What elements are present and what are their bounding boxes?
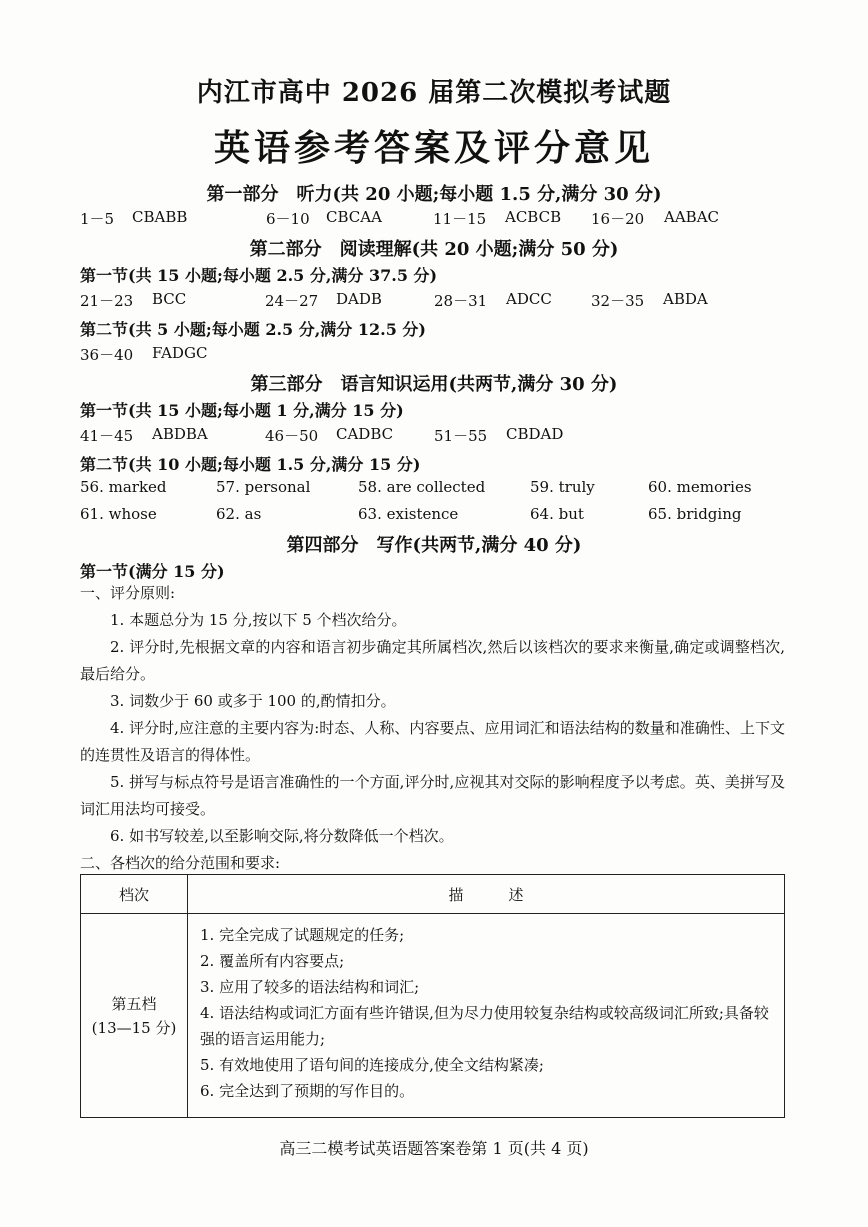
answer-range: 46－50 (265, 427, 319, 445)
fill-answer: 61. whose (80, 505, 157, 523)
grade-level-range: (13—15 分) (91, 1018, 177, 1037)
part1-answer-row (80, 208, 780, 230)
answer-range: 32－35 (591, 292, 645, 310)
answer-key: ACBCB (505, 208, 562, 226)
grades-heading: 二、各档次的给分范围和要求: (80, 854, 281, 872)
grade-level-name: 第五档 (111, 994, 157, 1013)
part3-section2-answer-row (80, 478, 780, 500)
fill-answer: 56. marked (80, 478, 167, 496)
principle-item: 3. 词数少于 60 或多于 100 的,酌情扣分。 (110, 692, 396, 710)
answer-range: 41－45 (80, 427, 134, 445)
level-column-header: 档次 (81, 875, 188, 914)
answer-key: CBDAD (506, 425, 564, 443)
fill-answer: 59. truly (530, 478, 595, 496)
answer-key: CADBC (336, 425, 394, 443)
grade-description-cell (188, 914, 785, 1118)
grade-level-cell (81, 914, 188, 1118)
part3-heading: 第三部分 语言知识运用(共两节,满分 30 分) (250, 374, 618, 395)
part2-section2-answer-row (80, 344, 780, 366)
principles-heading: 一、评分原则: (80, 584, 176, 602)
answer-key: DADB (336, 290, 382, 308)
part4-section1-heading: 第一节(满分 15 分) (80, 562, 225, 581)
part3-section2-answer-row (80, 505, 780, 527)
part1-heading: 第一部分 听力(共 20 小题;每小题 1.5 分,满分 30 分) (206, 184, 662, 205)
description-item: 2. 覆盖所有内容要点; (200, 952, 345, 970)
answer-range: 36－40 (80, 346, 134, 364)
answer-range: 1－5 (80, 210, 115, 228)
part3-section2-heading: 第二节(共 10 小题;每小题 1.5 分,满分 15 分) (80, 455, 421, 474)
part2-section1-answer-row (80, 290, 780, 312)
fill-answer: 60. memories (648, 478, 752, 496)
answer-range: 21－23 (80, 292, 134, 310)
part3-section1-answer-row (80, 425, 780, 447)
answer-key: ABDA (663, 290, 708, 308)
answer-key: AABAC (664, 208, 719, 226)
answer-key: CBCAA (326, 208, 382, 226)
principles-block (80, 580, 785, 877)
part2-section1-heading: 第一节(共 15 小题;每小题 2.5 分,满分 37.5 分) (80, 266, 438, 285)
answer-range: 28－31 (434, 292, 488, 310)
fill-answer: 63. existence (358, 505, 459, 523)
answer-range: 6－10 (266, 210, 310, 228)
answer-key: BCC (152, 290, 187, 308)
description-item: 3. 应用了较多的语法结构和词汇; (200, 978, 420, 996)
fill-answer: 58. are collected (358, 478, 486, 496)
fill-answer: 62. as (216, 505, 262, 523)
answer-key: ADCC (506, 290, 552, 308)
page-footer: 高三二模考试英语题答案卷第 1 页(共 4 页) (279, 1139, 589, 1158)
part3-section1-heading: 第一节(共 15 小题;每小题 1 分,满分 15 分) (80, 401, 404, 420)
exam-title: 内江市高中 2026 届第二次模拟考试题 (196, 78, 672, 108)
principle-item: 2. 评分时,先根据文章的内容和语言初步确定其所属档次,然后以该档次的要求来衡量,确定或调整档次,最后给分。 (80, 638, 785, 683)
answer-key-title: 英语参考答案及评分意见 (213, 127, 654, 169)
grading-table (80, 874, 785, 1118)
answer-range: 24－27 (265, 292, 319, 310)
answer-range: 51－55 (434, 427, 488, 445)
principle-item: 5. 拼写与标点符号是语言准确性的一个方面,评分时,应视其对交际的影响程度予以考虑。英、美拼写及词汇用法均可接受。 (80, 773, 785, 818)
description-item: 5. 有效地使用了语句间的连接成分,使全文结构紧凑; (200, 1056, 544, 1074)
principle-item: 4. 评分时,应注意的主要内容为:时态、人称、内容要点、应用词汇和语法结构的数量和准确性、上下文的连贯性及语言的得体性。 (80, 719, 785, 764)
fill-answer: 64. but (530, 505, 584, 523)
table-row (81, 914, 785, 1118)
table-header-row (81, 875, 785, 914)
answer-range: 11－15 (433, 210, 487, 228)
fill-answer: 65. bridging (648, 505, 742, 523)
part4-heading: 第四部分 写作(共两节,满分 40 分) (286, 535, 582, 556)
answer-key: FADGC (152, 344, 208, 362)
principle-item: 6. 如书写较差,以至影响交际,将分数降低一个档次。 (110, 827, 454, 845)
answer-key: ABDBA (152, 425, 208, 443)
fill-answer: 57. personal (216, 478, 311, 496)
part2-section2-heading: 第二节(共 5 小题;每小题 2.5 分,满分 12.5 分) (80, 320, 426, 339)
principle-item: 1. 本题总分为 15 分,按以下 5 个档次给分。 (110, 611, 407, 629)
description-column-header: 描 述 (188, 875, 785, 914)
description-item: 1. 完全完成了试题规定的任务; (200, 926, 405, 944)
description-item: 6. 完全达到了预期的写作目的。 (200, 1082, 415, 1100)
answer-key: CBABB (132, 208, 188, 226)
part2-heading: 第二部分 阅读理解(共 20 小题;满分 50 分) (249, 239, 619, 260)
answer-range: 16－20 (591, 210, 645, 228)
description-item: 4. 语法结构或词汇方面有些许错误,但为尽力使用较复杂结构或较高级词汇所致;具备较强的语言运用能力; (200, 1004, 769, 1048)
